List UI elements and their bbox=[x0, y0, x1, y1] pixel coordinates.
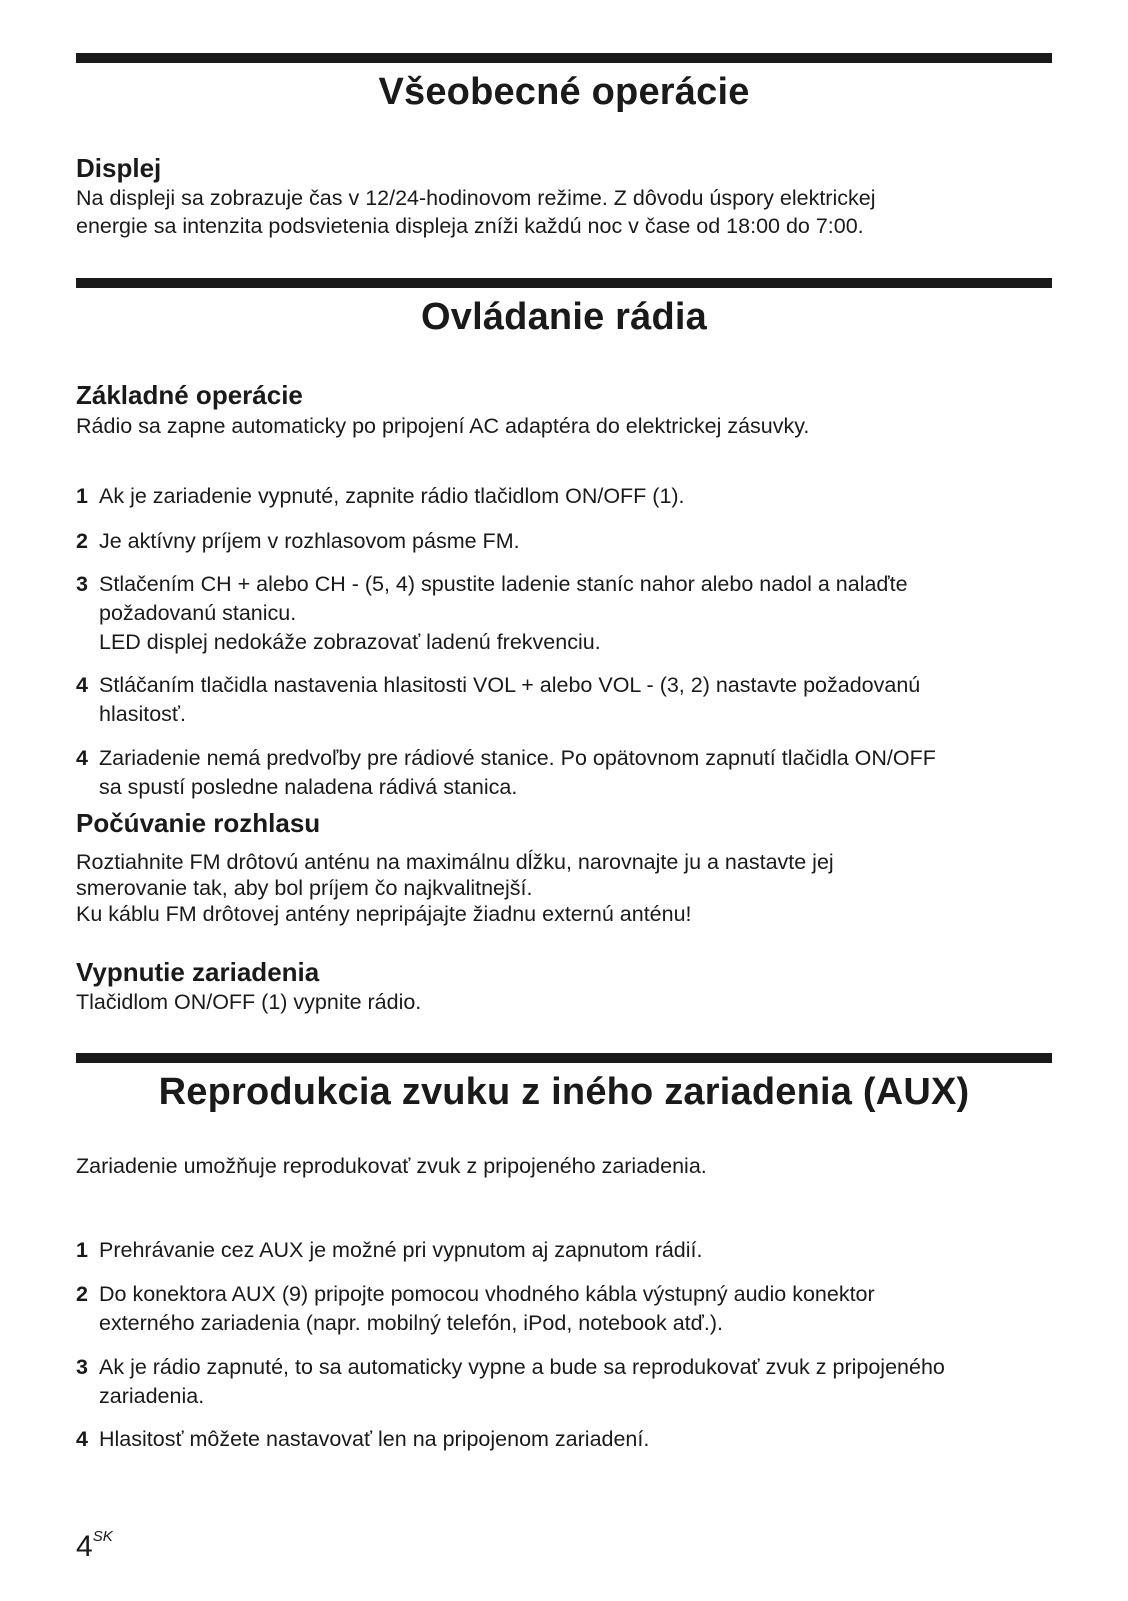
step-text: Ak je rádio zapnuté, to sa automaticky vypne a bude sa reprodukovať zvuk z pripojeného bbox=[99, 1355, 945, 1379]
document-page bbox=[76, 0, 1052, 1601]
heading-basic-operations: Základné operácie bbox=[76, 380, 303, 410]
aux-step bbox=[76, 1353, 1052, 1411]
radio-step bbox=[76, 744, 1052, 802]
aux-intro-text: Zariadenie umožňuje reprodukovať zvuk z pripojeného zariadenia. bbox=[76, 1154, 707, 1178]
step-number: 2 bbox=[76, 1282, 88, 1306]
section-title-aux: Reprodukcia zvuku z iného zariadenia (AUX) bbox=[158, 1071, 970, 1113]
listening-text-line: Roztiahnite FM drôtovú anténu na maximálnu dĺžku, narovnajte ju a nastavte jej bbox=[76, 850, 834, 874]
display-text-line: Na displeji sa zobrazuje čas v 12/24-hodinovom režime. Z dôvodu úspory elektrickej bbox=[76, 186, 876, 210]
aux-step bbox=[76, 1236, 1052, 1265]
step-number: 1 bbox=[76, 484, 88, 508]
step-text: zariadenia. bbox=[99, 1384, 205, 1408]
step-text: Stláčaním tlačidla nastavenia hlasitosti VOL + alebo VOL - (3, 2) nastavte požadovanú bbox=[99, 673, 921, 697]
section-rule bbox=[76, 1053, 1052, 1063]
heading-listening: Počúvanie rozhlasu bbox=[76, 808, 321, 838]
step-text: hlasitosť. bbox=[99, 702, 186, 726]
step-number: 4 bbox=[76, 1427, 88, 1451]
basic-operations-text: Rádio sa zapne automaticky po pripojení AC adaptéra do elektrickej zásuvky. bbox=[76, 414, 810, 438]
listening-text-line: Ku káblu FM drôtovej antény nepripájajte žiadnu externú anténu! bbox=[76, 902, 692, 926]
step-text: LED displej nedokáže zobrazovať ladenú frekvenciu. bbox=[99, 630, 601, 654]
radio-step bbox=[76, 482, 1052, 511]
step-text: Stlačením CH + alebo CH - (5, 4) spustite ladenie staníc nahor alebo nadol a nalaďte bbox=[99, 572, 908, 596]
power-off-text: Tlačidlom ON/OFF (1) vypnite rádio. bbox=[76, 990, 422, 1014]
step-number: 1 bbox=[76, 1238, 88, 1262]
section-title-radio: Ovládanie rádia bbox=[420, 296, 707, 338]
radio-step bbox=[76, 671, 1052, 729]
aux-step bbox=[76, 1280, 1052, 1338]
section-rule bbox=[76, 53, 1052, 63]
section-rule bbox=[76, 278, 1052, 288]
page-number bbox=[76, 1525, 113, 1563]
step-number: 4 bbox=[76, 673, 88, 697]
step-number: 3 bbox=[76, 1355, 88, 1379]
step-number: 3 bbox=[76, 572, 88, 596]
section-title-general: Všeobecné operácie bbox=[378, 71, 750, 113]
step-number: 2 bbox=[76, 529, 88, 553]
page-language-code: SK bbox=[92, 1528, 113, 1545]
step-text: Do konektora AUX (9) pripojte pomocou vhodného kábla výstupný audio konektor bbox=[99, 1282, 875, 1306]
step-text: Zariadenie nemá predvoľby pre rádiové stanice. Po opätovnom zapnutí tlačidla ON/OFF bbox=[99, 746, 936, 770]
heading-display: Displej bbox=[76, 153, 162, 183]
step-text: Je aktívny príjem v rozhlasovom pásme FM. bbox=[99, 529, 520, 553]
step-text: Ak je zariadenie vypnuté, zapnite rádio tlačidlom ON/OFF (1). bbox=[99, 484, 685, 508]
heading-power-off: Vypnutie zariadenia bbox=[76, 957, 320, 987]
step-text: Hlasitosť môžete nastavovať len na pripojenom zariadení. bbox=[99, 1427, 650, 1451]
radio-step bbox=[76, 570, 1052, 657]
listening-text-line: smerovanie tak, aby bol príjem čo najkvalitnejší. bbox=[76, 876, 533, 900]
step-text: externého zariadenia (napr. mobilný telefón, iPod, notebook atď.). bbox=[99, 1311, 723, 1335]
aux-step bbox=[76, 1425, 1052, 1454]
step-text: Prehrávanie cez AUX je možné pri vypnutom aj zapnutom rádií. bbox=[99, 1238, 703, 1262]
page-number-value: 4 bbox=[76, 1530, 93, 1563]
step-text: požadovanú stanicu. bbox=[99, 601, 297, 625]
step-number: 4 bbox=[76, 746, 88, 770]
display-text-line: energie sa intenzita podsvietenia displeja zníži každú noc v čase od 18:00 do 7:00. bbox=[76, 214, 864, 238]
radio-step bbox=[76, 527, 1052, 556]
step-text: sa spustí posledne naladena rádivá stanica. bbox=[99, 775, 518, 799]
